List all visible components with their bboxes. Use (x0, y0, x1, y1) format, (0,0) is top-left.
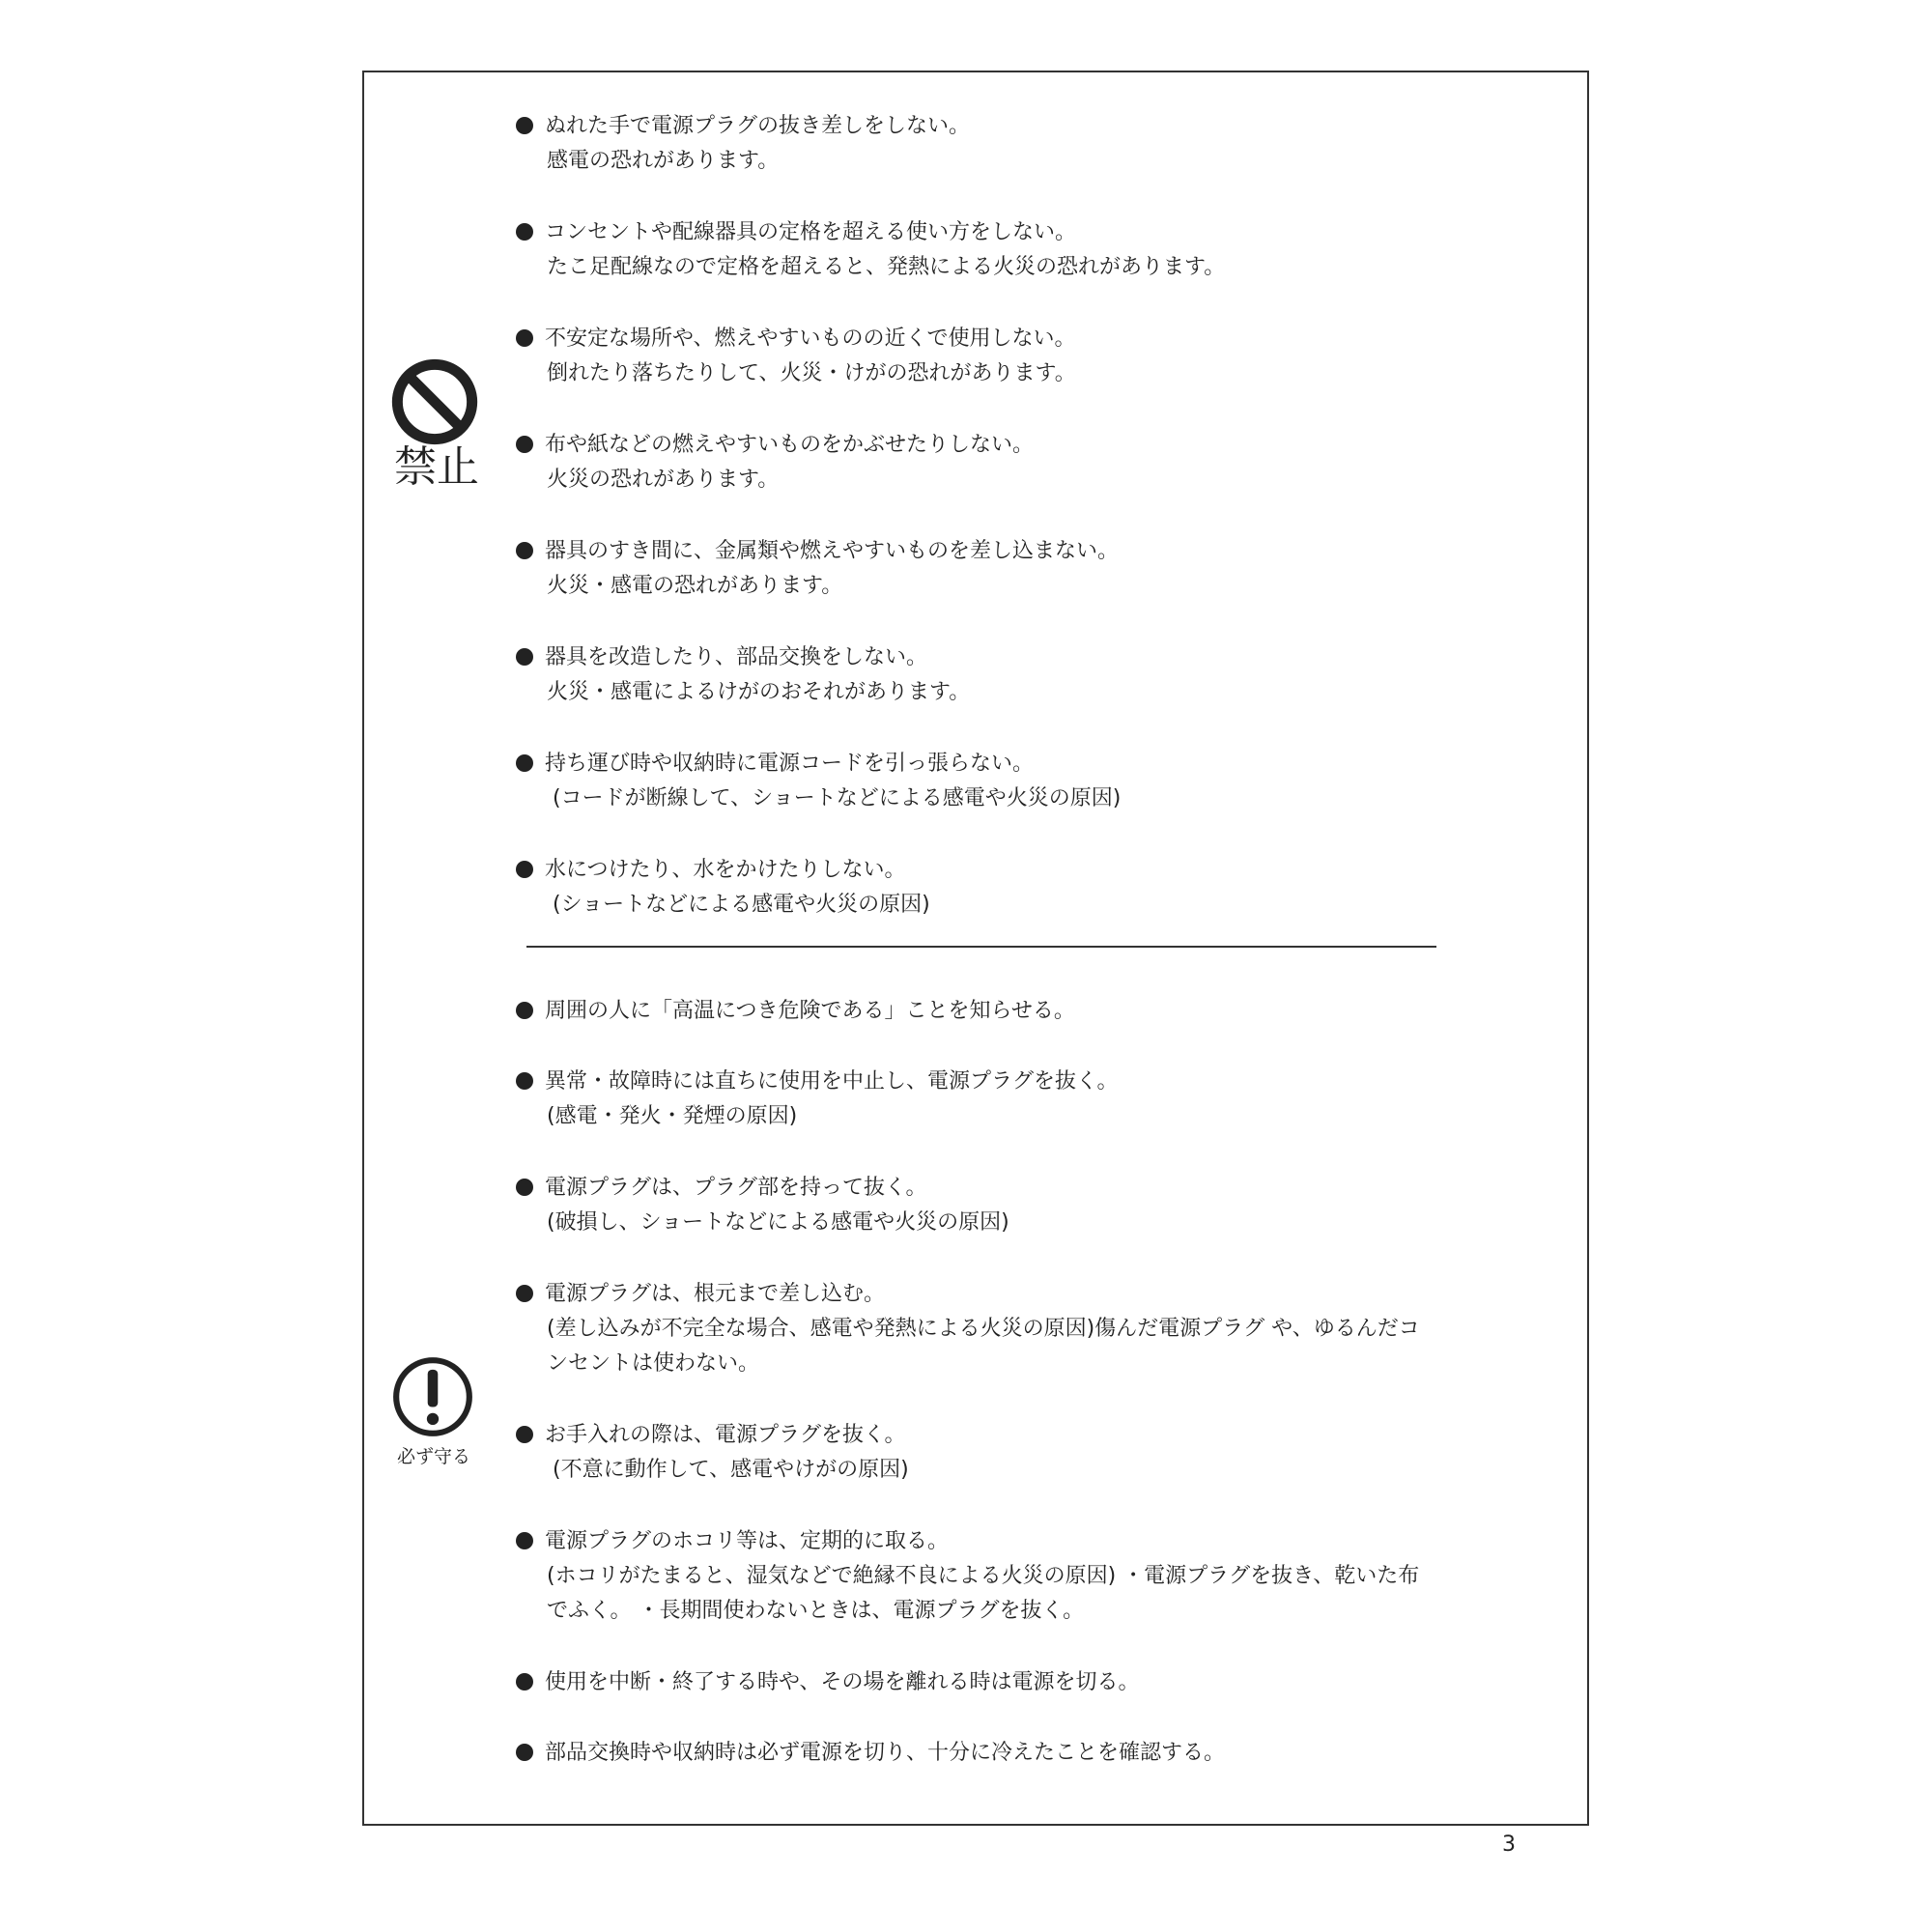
list-item (516, 215, 1225, 285)
bullet-icon (516, 1285, 533, 1302)
bullet-icon (516, 436, 533, 453)
item-detail: 感電の恐れがあります。 (547, 149, 780, 173)
item-title: 電源プラグは、プラグ部を持って抜く。 (545, 1176, 927, 1200)
item-detail: 火災・感電の恐れがあります。 (547, 574, 843, 598)
item-detail: (不意に動作して、感電やけがの原因) (553, 1458, 909, 1482)
bullet-icon (516, 1426, 533, 1443)
bullet-icon (516, 1532, 533, 1549)
prohibit-label: 禁止 (394, 442, 479, 492)
item-title: 部品交換時や収納時は必ず電源を切り、十分に冷えたことを確認する。 (545, 1741, 1226, 1765)
item-detail: 火災・感電によるけがのおそれがあります。 (547, 680, 971, 704)
list-item (516, 853, 930, 923)
bullet-icon (516, 1744, 533, 1761)
exclamation-circle-icon (390, 1354, 475, 1439)
list-item (516, 322, 1076, 391)
item-title: 水につけたり、水をかけたりしない。 (545, 858, 906, 882)
bullet-icon (516, 1179, 533, 1196)
item-title: コンセントや配線器具の定格を超える使い方をしない。 (545, 220, 1077, 244)
item-detail: たこ足配線なので定格を超えると、発熱による火災の恐れがあります。 (547, 255, 1226, 279)
list-item (516, 428, 1034, 497)
list-item (516, 640, 970, 710)
item-title: 不安定な場所や、燃えやすいものの近くで使用しない。 (545, 327, 1076, 351)
list-item (516, 1665, 1140, 1700)
must-follow-label: 必ず守る (396, 1446, 470, 1467)
item-detail: (感電・発火・発煙の原因) (547, 1104, 798, 1128)
list-item (516, 994, 1075, 1029)
bullet-icon (516, 861, 533, 878)
list-item (516, 1524, 1435, 1629)
item-detail: (破損し、ショートなどによる感電や火災の原因) (547, 1210, 1009, 1235)
item-title: 持ち運び時や収納時に電源コードを引っ張らない。 (545, 752, 1035, 776)
item-detail: (差し込みが不完全な場合、感電や発熱による火災の原因)傷んだ電源プラグ や、ゆるんだコンセントは使わない。 (547, 1317, 1420, 1376)
item-title: 電源プラグは、根元まで差し込む。 (545, 1282, 886, 1306)
item-title: 布や紙などの燃えやすいものをかぶせたりしない。 (545, 433, 1035, 457)
item-title: 電源プラグのホコリ等は、定期的に取る。 (545, 1529, 950, 1553)
bullet-icon (516, 329, 533, 347)
bullet-icon (516, 1673, 533, 1690)
item-title: ぬれた手で電源プラグの抜き差しをしない。 (545, 114, 971, 138)
list-item (516, 1065, 1119, 1134)
page-number: 3 (1502, 1833, 1516, 1857)
bullet-icon (516, 1002, 533, 1019)
item-detail: (ショートなどによる感電や火災の原因) (553, 893, 930, 917)
list-item (516, 534, 1119, 604)
list-item (516, 109, 970, 179)
list-item (516, 1277, 1435, 1381)
list-item (516, 1736, 1225, 1771)
item-title: 使用を中断・終了する時や、その場を離れる時は電源を切る。 (545, 1670, 1140, 1694)
list-item (516, 747, 1121, 816)
bullet-icon (516, 754, 533, 772)
section-divider (526, 946, 1436, 948)
item-title: お手入れの際は、電源プラグを抜く。 (545, 1423, 906, 1447)
bullet-icon (516, 648, 533, 666)
bullet-icon (516, 542, 533, 559)
item-detail: (コードが断線して、ショートなどによる感電や火災の原因) (553, 786, 1122, 810)
list-item (516, 1171, 1009, 1240)
item-title: 異常・故障時には直ちに使用を中止し、電源プラグを抜く。 (545, 1069, 1119, 1094)
item-title: 器具を改造したり、部品交換をしない。 (545, 645, 928, 669)
item-detail: 火災の恐れがあります。 (547, 468, 780, 492)
item-title: 周囲の人に「高温につき危険である」ことを知らせる。 (545, 999, 1075, 1023)
prohibition-circle-icon (390, 357, 479, 446)
item-detail: 倒れたり落ちたりして、火災・けがの恐れがあります。 (547, 361, 1076, 385)
bullet-icon (516, 223, 533, 241)
bullet-icon (516, 117, 533, 134)
list-item (516, 1418, 909, 1488)
item-detail: (ホコリがたまると、湿気などで絶縁不良による火災の原因) ・電源プラグを抜き、乾いた布でふく。 ・長期間使わないときは、電源プラグを抜く。 (547, 1564, 1420, 1623)
item-title: 器具のすき間に、金属類や燃えやすいものを差し込まない。 (545, 539, 1120, 563)
bullet-icon (516, 1072, 533, 1090)
